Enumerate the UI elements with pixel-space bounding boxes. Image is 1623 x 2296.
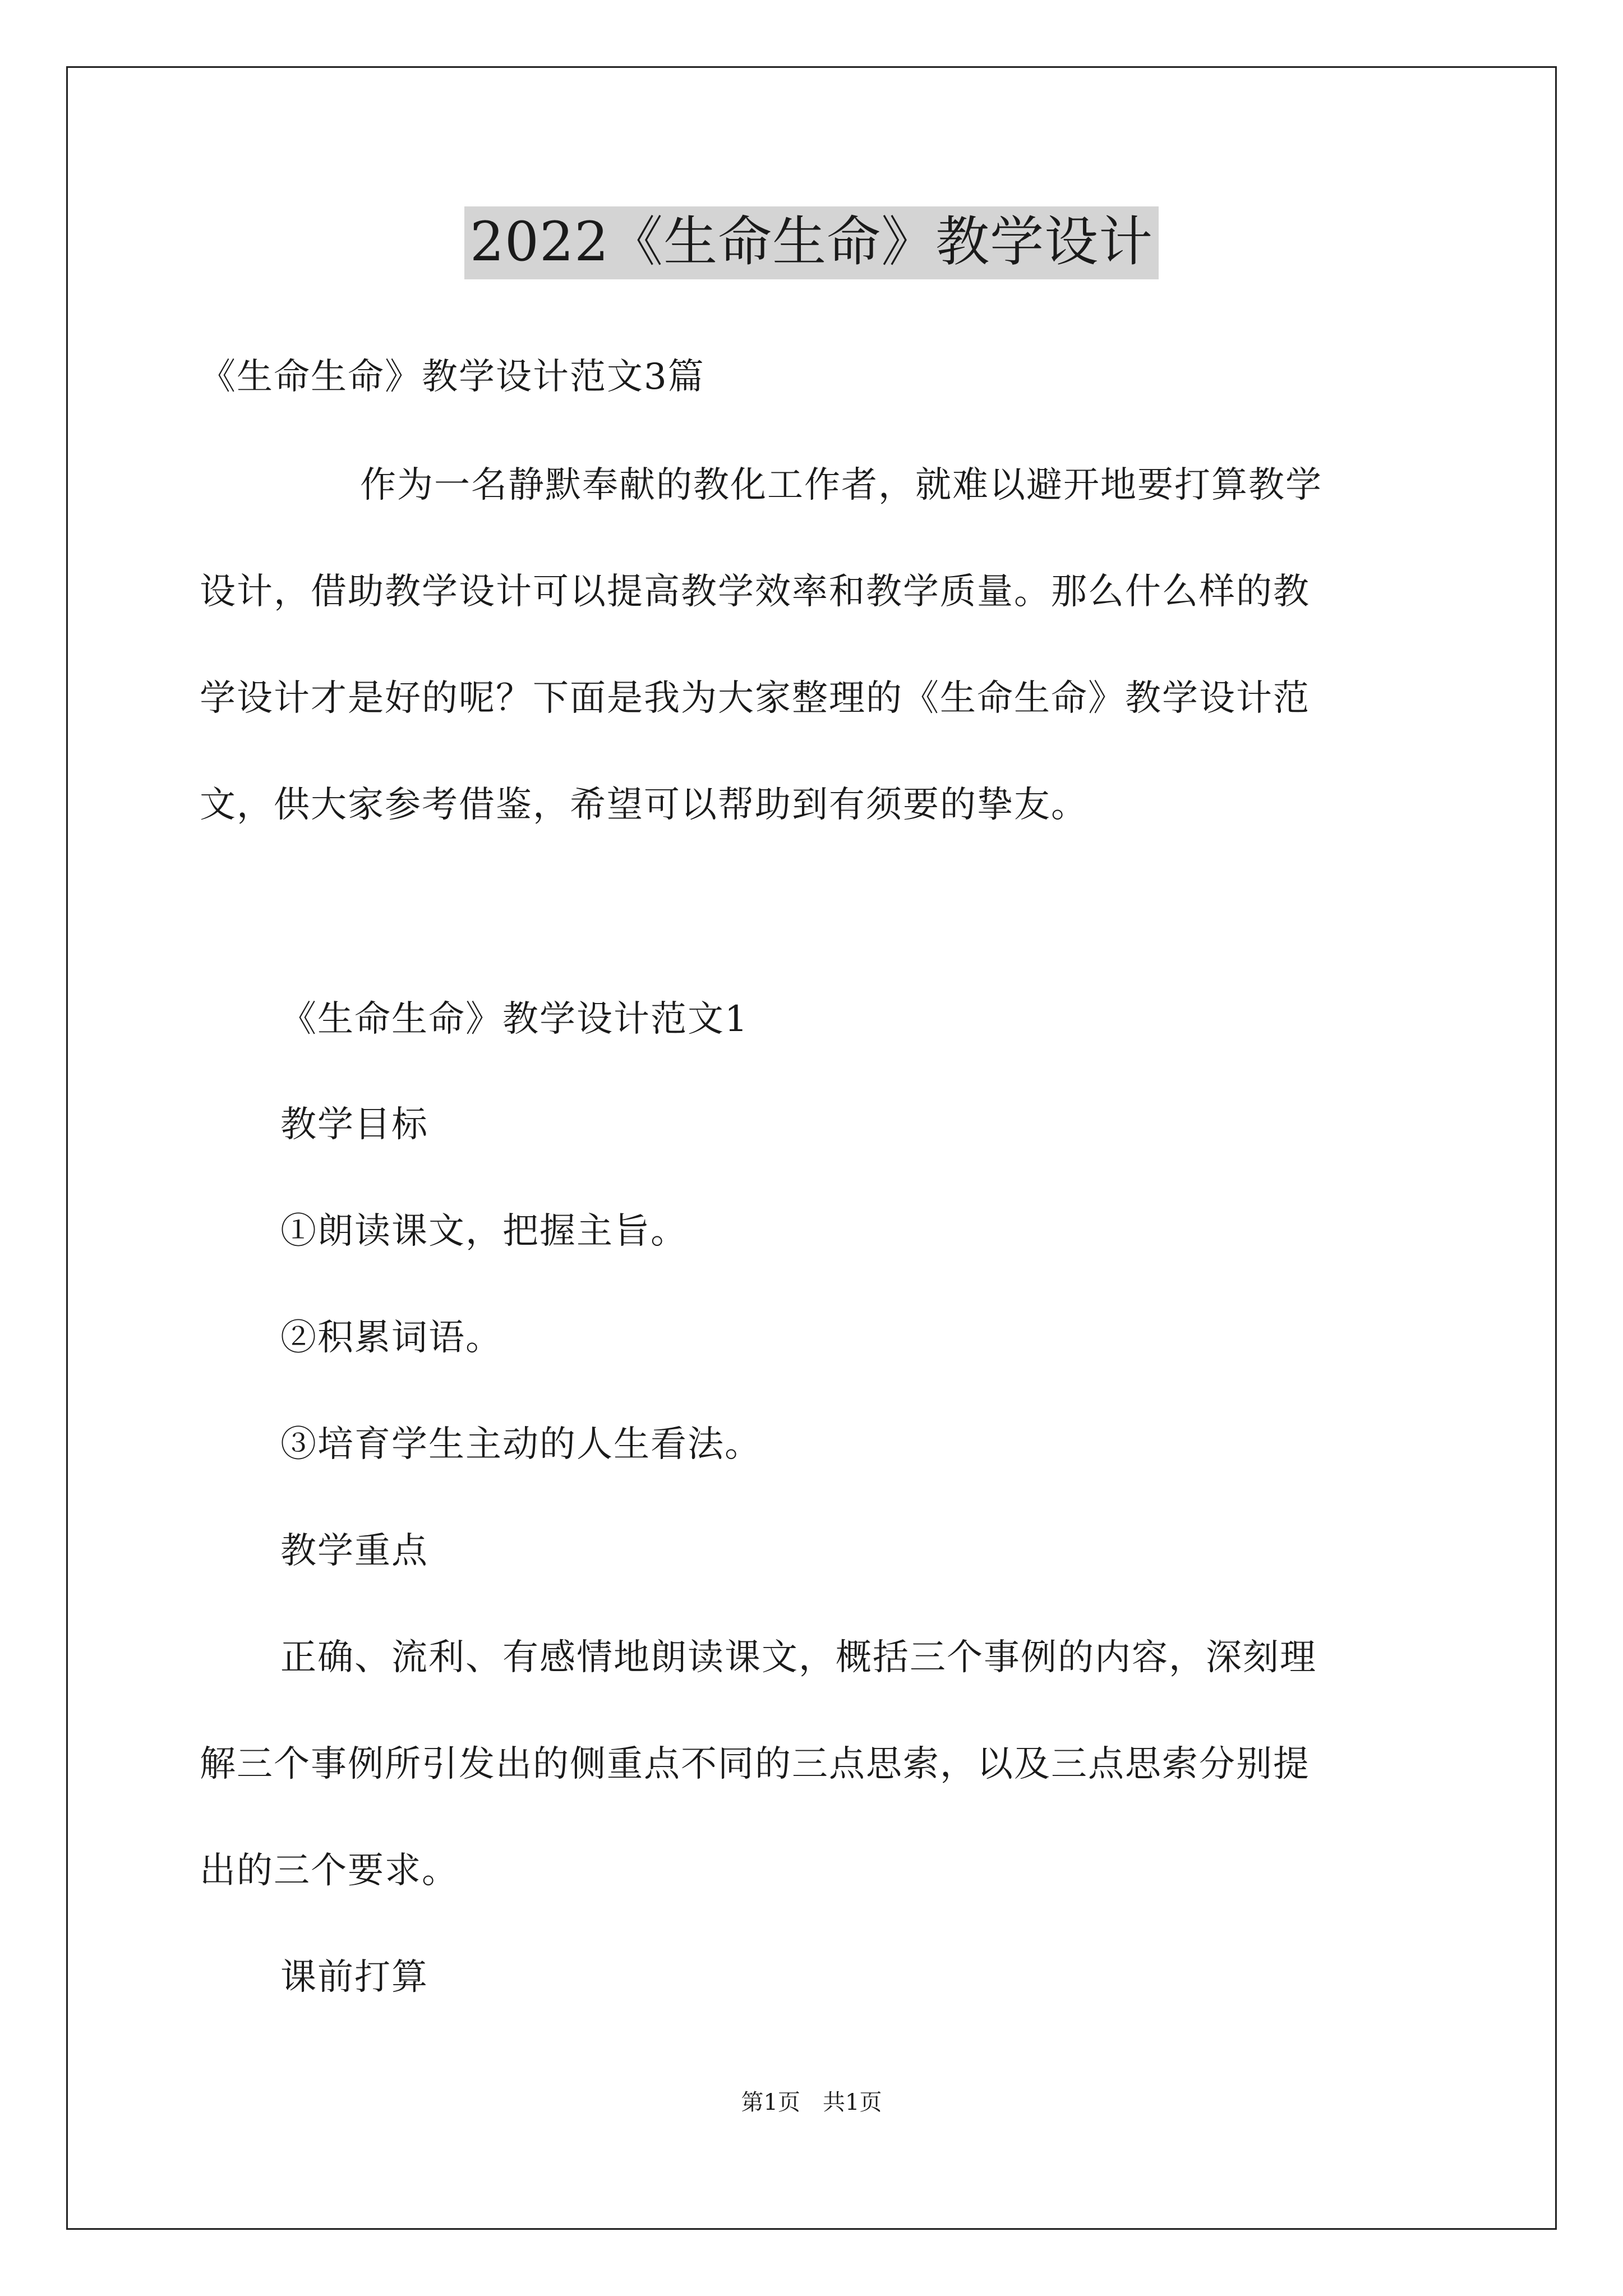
document-title: 2022《生命生命》教学设计	[464, 206, 1159, 279]
objective-item-1: ①朗读课文，把握主旨。	[280, 1211, 688, 1252]
intro-line-1: 作为一名静默奉献的教化工作者，就难以避开地要打算教学	[360, 464, 1322, 506]
intro-line-2: 设计，借助教学设计可以提高教学效率和教学质量。那么什么样的教	[200, 571, 1310, 613]
keypoints-line-3: 出的三个要求。	[200, 1850, 459, 1892]
objective-item-3: ③培育学生主动的人生看法。	[280, 1424, 762, 1465]
document-subtitle: 《生命生命》教学设计范文3篇	[200, 356, 705, 398]
keypoints-heading: 教学重点	[280, 1530, 428, 1572]
prep-heading: 课前打算	[280, 1957, 428, 1998]
objective-item-2: ②积累词语。	[280, 1317, 502, 1359]
intro-line-3: 学设计才是好的呢？下面是我为大家整理的《生命生命》教学设计范	[200, 678, 1310, 719]
page-footer: 第1页 共1页	[741, 2090, 882, 2115]
intro-line-4: 文，供大家参考借鉴，希望可以帮助到有须要的挚友。	[200, 784, 1088, 826]
section-heading: 《生命生命》教学设计范文1	[280, 999, 749, 1040]
keypoints-line-1: 正确、流利、有感情地朗读课文，概括三个事例的内容，深刻理	[280, 1637, 1317, 1678]
title-container	[0, 206, 1623, 279]
keypoints-line-2: 解三个事例所引发出的侧重点不同的三点思索，以及三点思索分别提	[200, 1743, 1310, 1785]
objectives-heading: 教学目标	[280, 1104, 428, 1145]
